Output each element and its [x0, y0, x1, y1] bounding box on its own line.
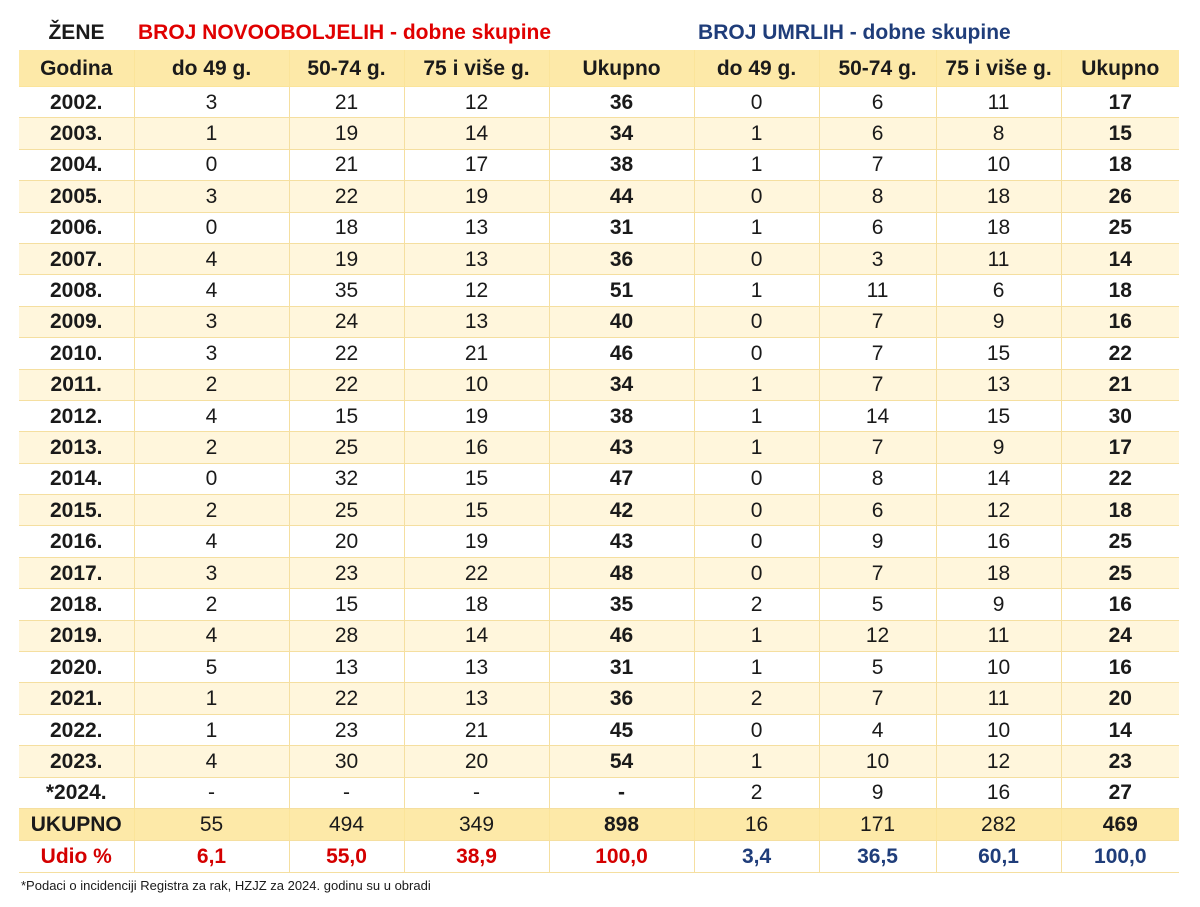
- cell-mort-75-plus: 15: [936, 338, 1061, 369]
- cell-mort-75-plus: 10: [936, 652, 1061, 683]
- cell-year: 2009.: [19, 306, 134, 337]
- cell-mort-50-74: 8: [819, 463, 936, 494]
- cell-mort-under-49: 0: [694, 181, 819, 212]
- cell-mort-50-74: 6: [819, 495, 936, 526]
- cell-inc-75-plus: 16: [404, 432, 549, 463]
- cell-year: 2007.: [19, 243, 134, 274]
- cell-mort-under-49: 2: [694, 777, 819, 808]
- cell-year: 2021.: [19, 683, 134, 714]
- cell-inc-total: 46: [549, 338, 694, 369]
- cell-mort-50-74: 6: [819, 118, 936, 149]
- cell-mort-75-plus: 9: [936, 306, 1061, 337]
- cell-inc-under-49: 4: [134, 243, 289, 274]
- cell-mort-50-74: 12: [819, 620, 936, 651]
- cell-mort-under-49: 1: [694, 652, 819, 683]
- cell-year: 2016.: [19, 526, 134, 557]
- cell-year: 2019.: [19, 620, 134, 651]
- incidence-title: BROJ NOVOOBOLJELIH - dobne skupine: [134, 14, 694, 50]
- cell-mort-75-plus: 11: [936, 87, 1061, 118]
- share-cell-inc-75-plus: 38,9: [404, 840, 549, 872]
- cell-year: 2006.: [19, 212, 134, 243]
- cell-mort-under-49: 0: [694, 243, 819, 274]
- cell-mort-50-74: 14: [819, 400, 936, 431]
- table-row: [19, 338, 1179, 369]
- cell-year: 2015.: [19, 495, 134, 526]
- sex-label: ŽENE: [19, 14, 134, 50]
- cell-mort-under-49: 1: [694, 620, 819, 651]
- cell-mort-total: 25: [1061, 557, 1179, 588]
- cell-inc-total: 40: [549, 306, 694, 337]
- cell-inc-50-74: 15: [289, 400, 404, 431]
- cell-mort-75-plus: 13: [936, 369, 1061, 400]
- cell-inc-50-74: 13: [289, 652, 404, 683]
- cell-mort-75-plus: 11: [936, 683, 1061, 714]
- cell-year: 2013.: [19, 432, 134, 463]
- cell-inc-total: 46: [549, 620, 694, 651]
- table-row: [19, 212, 1179, 243]
- footnote: *Podaci o incidenciji Registra za rak, HZJZ za 2024. godinu su u obradi: [21, 878, 431, 893]
- cell-mort-50-74: 7: [819, 306, 936, 337]
- cell-inc-75-plus: 10: [404, 369, 549, 400]
- cell-mort-75-plus: 16: [936, 526, 1061, 557]
- cell-mort-50-74: 5: [819, 652, 936, 683]
- cell-inc-50-74: 19: [289, 243, 404, 274]
- cell-mort-total: 20: [1061, 683, 1179, 714]
- cell-mort-total: 14: [1061, 714, 1179, 745]
- header-mort-under-49: do 49 g.: [694, 50, 819, 87]
- table-row: [19, 369, 1179, 400]
- total-cell-mort-75-plus: 282: [936, 808, 1061, 840]
- table-row: [19, 714, 1179, 745]
- header-inc-50-74: 50-74 g.: [289, 50, 404, 87]
- cell-inc-75-plus: 22: [404, 557, 549, 588]
- cell-year: 2014.: [19, 463, 134, 494]
- total-cell-year: UKUPNO: [19, 808, 134, 840]
- cell-inc-under-49: 0: [134, 463, 289, 494]
- table-row: [19, 118, 1179, 149]
- share-cell-mort-under-49: 3,4: [694, 840, 819, 872]
- header-inc-under-49: do 49 g.: [134, 50, 289, 87]
- cell-inc-total: 47: [549, 463, 694, 494]
- total-cell-mort-total: 469: [1061, 808, 1179, 840]
- cell-mort-under-49: 1: [694, 432, 819, 463]
- share-cell-mort-total: 100,0: [1061, 840, 1179, 872]
- cell-mort-total: 18: [1061, 275, 1179, 306]
- header-row: [19, 50, 1179, 87]
- cell-inc-total: 42: [549, 495, 694, 526]
- cell-mort-total: 18: [1061, 149, 1179, 180]
- cell-mort-total: 16: [1061, 306, 1179, 337]
- cell-mort-50-74: 9: [819, 777, 936, 808]
- table-row: [19, 526, 1179, 557]
- cell-inc-under-49: 5: [134, 652, 289, 683]
- cell-inc-50-74: 22: [289, 683, 404, 714]
- cell-mort-75-plus: 9: [936, 589, 1061, 620]
- cell-mort-50-74: 6: [819, 212, 936, 243]
- cell-mort-50-74: 5: [819, 589, 936, 620]
- cell-inc-under-49: 2: [134, 495, 289, 526]
- cell-inc-under-49: 3: [134, 181, 289, 212]
- table-row: [19, 432, 1179, 463]
- table-row: [19, 777, 1179, 808]
- table-row: [19, 589, 1179, 620]
- cell-mort-under-49: 2: [694, 589, 819, 620]
- cell-mort-total: 27: [1061, 777, 1179, 808]
- cell-mort-total: 16: [1061, 589, 1179, 620]
- cell-inc-under-49: 3: [134, 338, 289, 369]
- cell-mort-75-plus: 12: [936, 495, 1061, 526]
- cell-mort-under-49: 1: [694, 746, 819, 777]
- cell-mort-75-plus: 12: [936, 746, 1061, 777]
- cell-year: 2018.: [19, 589, 134, 620]
- cell-inc-75-plus: 13: [404, 306, 549, 337]
- table-row: [19, 495, 1179, 526]
- cell-mort-50-74: 7: [819, 432, 936, 463]
- cell-inc-75-plus: 12: [404, 87, 549, 118]
- header-mort-total: Ukupno: [1061, 50, 1179, 87]
- cell-inc-75-plus: -: [404, 777, 549, 808]
- cell-inc-total: 51: [549, 275, 694, 306]
- cell-inc-under-49: 3: [134, 87, 289, 118]
- cell-inc-under-49: 4: [134, 746, 289, 777]
- cell-inc-75-plus: 15: [404, 495, 549, 526]
- header-inc-total: Ukupno: [549, 50, 694, 87]
- cell-year: 2017.: [19, 557, 134, 588]
- cell-inc-total: 34: [549, 118, 694, 149]
- cell-inc-50-74: -: [289, 777, 404, 808]
- cell-mort-75-plus: 18: [936, 212, 1061, 243]
- cell-year: 2003.: [19, 118, 134, 149]
- cell-inc-50-74: 22: [289, 369, 404, 400]
- cell-mort-total: 18: [1061, 495, 1179, 526]
- cell-inc-total: 35: [549, 589, 694, 620]
- cell-inc-75-plus: 13: [404, 212, 549, 243]
- share-cell-inc-50-74: 55,0: [289, 840, 404, 872]
- cell-inc-50-74: 23: [289, 557, 404, 588]
- cell-mort-50-74: 9: [819, 526, 936, 557]
- cell-mort-under-49: 0: [694, 87, 819, 118]
- cell-inc-50-74: 20: [289, 526, 404, 557]
- cell-inc-total: -: [549, 777, 694, 808]
- table-row: [19, 683, 1179, 714]
- cell-inc-total: 43: [549, 526, 694, 557]
- cell-year: 2023.: [19, 746, 134, 777]
- cell-inc-75-plus: 21: [404, 714, 549, 745]
- cell-mort-under-49: 0: [694, 526, 819, 557]
- cell-mort-75-plus: 11: [936, 243, 1061, 274]
- cell-inc-under-49: 1: [134, 683, 289, 714]
- cell-mort-75-plus: 6: [936, 275, 1061, 306]
- cell-year: 2011.: [19, 369, 134, 400]
- share-cell-inc-under-49: 6,1: [134, 840, 289, 872]
- cell-inc-total: 48: [549, 557, 694, 588]
- table-row: [19, 746, 1179, 777]
- cell-year: 2020.: [19, 652, 134, 683]
- cell-inc-50-74: 28: [289, 620, 404, 651]
- cell-inc-75-plus: 17: [404, 149, 549, 180]
- total-cell-inc-75-plus: 349: [404, 808, 549, 840]
- cell-inc-75-plus: 19: [404, 181, 549, 212]
- cell-inc-50-74: 22: [289, 181, 404, 212]
- cell-inc-total: 36: [549, 87, 694, 118]
- cell-inc-50-74: 30: [289, 746, 404, 777]
- total-cell-inc-total: 898: [549, 808, 694, 840]
- cell-mort-50-74: 10: [819, 746, 936, 777]
- share-cell-mort-75-plus: 60,1: [936, 840, 1061, 872]
- cell-inc-total: 36: [549, 683, 694, 714]
- total-row: [19, 808, 1179, 840]
- cell-inc-50-74: 21: [289, 87, 404, 118]
- cell-mort-total: 17: [1061, 87, 1179, 118]
- cell-inc-50-74: 24: [289, 306, 404, 337]
- cell-inc-75-plus: 20: [404, 746, 549, 777]
- cell-mort-under-49: 0: [694, 557, 819, 588]
- cell-mort-total: 25: [1061, 212, 1179, 243]
- cell-mort-75-plus: 8: [936, 118, 1061, 149]
- cell-mort-75-plus: 18: [936, 181, 1061, 212]
- cell-inc-50-74: 21: [289, 149, 404, 180]
- cell-inc-under-49: 3: [134, 557, 289, 588]
- cell-inc-75-plus: 21: [404, 338, 549, 369]
- cell-inc-50-74: 15: [289, 589, 404, 620]
- cell-mort-total: 24: [1061, 620, 1179, 651]
- cell-mort-total: 26: [1061, 181, 1179, 212]
- cell-mort-75-plus: 10: [936, 714, 1061, 745]
- cell-inc-75-plus: 13: [404, 652, 549, 683]
- cell-inc-75-plus: 12: [404, 275, 549, 306]
- cell-mort-50-74: 11: [819, 275, 936, 306]
- table-row: [19, 652, 1179, 683]
- cell-mort-total: 30: [1061, 400, 1179, 431]
- cell-inc-75-plus: 19: [404, 526, 549, 557]
- header-year: Godina: [19, 50, 134, 87]
- cell-mort-75-plus: 10: [936, 149, 1061, 180]
- cell-mort-50-74: 7: [819, 369, 936, 400]
- cell-inc-total: 44: [549, 181, 694, 212]
- share-cell-inc-total: 100,0: [549, 840, 694, 872]
- cell-inc-50-74: 32: [289, 463, 404, 494]
- cell-mort-50-74: 7: [819, 557, 936, 588]
- cell-inc-total: 38: [549, 400, 694, 431]
- cell-mort-total: 25: [1061, 526, 1179, 557]
- cell-mort-under-49: 0: [694, 714, 819, 745]
- share-cell-mort-50-74: 36,5: [819, 840, 936, 872]
- cell-mort-75-plus: 9: [936, 432, 1061, 463]
- table-row: [19, 620, 1179, 651]
- cell-mort-total: 22: [1061, 463, 1179, 494]
- cell-inc-under-49: 2: [134, 369, 289, 400]
- cell-inc-total: 45: [549, 714, 694, 745]
- cell-mort-under-49: 0: [694, 463, 819, 494]
- cell-mort-75-plus: 14: [936, 463, 1061, 494]
- cell-mort-75-plus: 18: [936, 557, 1061, 588]
- cell-inc-75-plus: 13: [404, 243, 549, 274]
- cell-inc-50-74: 18: [289, 212, 404, 243]
- cell-mort-total: 15: [1061, 118, 1179, 149]
- total-cell-inc-under-49: 55: [134, 808, 289, 840]
- cell-inc-total: 31: [549, 652, 694, 683]
- cell-mort-total: 22: [1061, 338, 1179, 369]
- table-row: [19, 463, 1179, 494]
- cell-mort-under-49: 0: [694, 495, 819, 526]
- cell-year: 2012.: [19, 400, 134, 431]
- cell-year: 2004.: [19, 149, 134, 180]
- cell-inc-50-74: 25: [289, 495, 404, 526]
- cell-inc-under-49: 1: [134, 714, 289, 745]
- total-cell-mort-under-49: 16: [694, 808, 819, 840]
- cell-inc-50-74: 25: [289, 432, 404, 463]
- cell-mort-50-74: 7: [819, 683, 936, 714]
- cell-year: 2022.: [19, 714, 134, 745]
- cell-mort-under-49: 1: [694, 149, 819, 180]
- cell-inc-75-plus: 14: [404, 118, 549, 149]
- cell-mort-50-74: 4: [819, 714, 936, 745]
- cell-mort-total: 16: [1061, 652, 1179, 683]
- cell-inc-50-74: 35: [289, 275, 404, 306]
- table-row: [19, 275, 1179, 306]
- cell-inc-75-plus: 15: [404, 463, 549, 494]
- table-row: [19, 181, 1179, 212]
- cell-inc-50-74: 22: [289, 338, 404, 369]
- cell-mort-50-74: 6: [819, 87, 936, 118]
- cell-year: 2005.: [19, 181, 134, 212]
- cell-inc-under-49: 4: [134, 620, 289, 651]
- cell-inc-75-plus: 13: [404, 683, 549, 714]
- total-cell-mort-50-74: 171: [819, 808, 936, 840]
- share-row: [19, 840, 1179, 872]
- table-row: [19, 87, 1179, 118]
- cell-inc-under-49: 2: [134, 589, 289, 620]
- cell-inc-under-49: 4: [134, 275, 289, 306]
- header-mort-50-74: 50-74 g.: [819, 50, 936, 87]
- table-row: [19, 243, 1179, 274]
- cell-inc-75-plus: 19: [404, 400, 549, 431]
- share-cell-year: Udio %: [19, 840, 134, 872]
- cell-inc-total: 36: [549, 243, 694, 274]
- cell-inc-50-74: 23: [289, 714, 404, 745]
- cell-inc-under-49: 1: [134, 118, 289, 149]
- cell-inc-total: 38: [549, 149, 694, 180]
- cell-mort-under-49: 1: [694, 400, 819, 431]
- total-cell-inc-50-74: 494: [289, 808, 404, 840]
- table-row: [19, 400, 1179, 431]
- cell-inc-under-49: 2: [134, 432, 289, 463]
- cell-inc-75-plus: 18: [404, 589, 549, 620]
- cell-mort-50-74: 8: [819, 181, 936, 212]
- cell-inc-under-49: 0: [134, 149, 289, 180]
- cell-mort-under-49: 1: [694, 118, 819, 149]
- mortality-title: BROJ UMRLIH - dobne skupine: [694, 14, 1179, 50]
- cell-mort-under-49: 0: [694, 306, 819, 337]
- title-row: [19, 14, 1179, 50]
- cell-mort-under-49: 0: [694, 338, 819, 369]
- cell-mort-total: 14: [1061, 243, 1179, 274]
- cell-mort-under-49: 2: [694, 683, 819, 714]
- cell-inc-total: 34: [549, 369, 694, 400]
- cell-inc-total: 54: [549, 746, 694, 777]
- cell-inc-under-49: 0: [134, 212, 289, 243]
- cell-year: 2002.: [19, 87, 134, 118]
- cell-mort-75-plus: 16: [936, 777, 1061, 808]
- cell-mort-total: 23: [1061, 746, 1179, 777]
- cell-inc-under-49: 4: [134, 400, 289, 431]
- cell-year: 2008.: [19, 275, 134, 306]
- cell-inc-50-74: 19: [289, 118, 404, 149]
- cell-inc-under-49: 4: [134, 526, 289, 557]
- cell-mort-under-49: 1: [694, 369, 819, 400]
- cell-mort-50-74: 7: [819, 149, 936, 180]
- cell-mort-total: 21: [1061, 369, 1179, 400]
- cell-year: 2010.: [19, 338, 134, 369]
- cell-mort-total: 17: [1061, 432, 1179, 463]
- header-inc-75-plus: 75 i više g.: [404, 50, 549, 87]
- table-row: [19, 306, 1179, 337]
- cell-mort-under-49: 1: [694, 212, 819, 243]
- cell-inc-under-49: 3: [134, 306, 289, 337]
- table-row: [19, 557, 1179, 588]
- cell-mort-75-plus: 15: [936, 400, 1061, 431]
- cell-inc-under-49: -: [134, 777, 289, 808]
- cell-inc-total: 31: [549, 212, 694, 243]
- cell-inc-total: 43: [549, 432, 694, 463]
- cell-mort-under-49: 1: [694, 275, 819, 306]
- cell-mort-75-plus: 11: [936, 620, 1061, 651]
- cell-mort-50-74: 7: [819, 338, 936, 369]
- table-row: [19, 149, 1179, 180]
- header-mort-75-plus: 75 i više g.: [936, 50, 1061, 87]
- cell-year: *2024.: [19, 777, 134, 808]
- incidence-mortality-table: [19, 14, 1179, 873]
- cell-inc-75-plus: 14: [404, 620, 549, 651]
- cell-mort-50-74: 3: [819, 243, 936, 274]
